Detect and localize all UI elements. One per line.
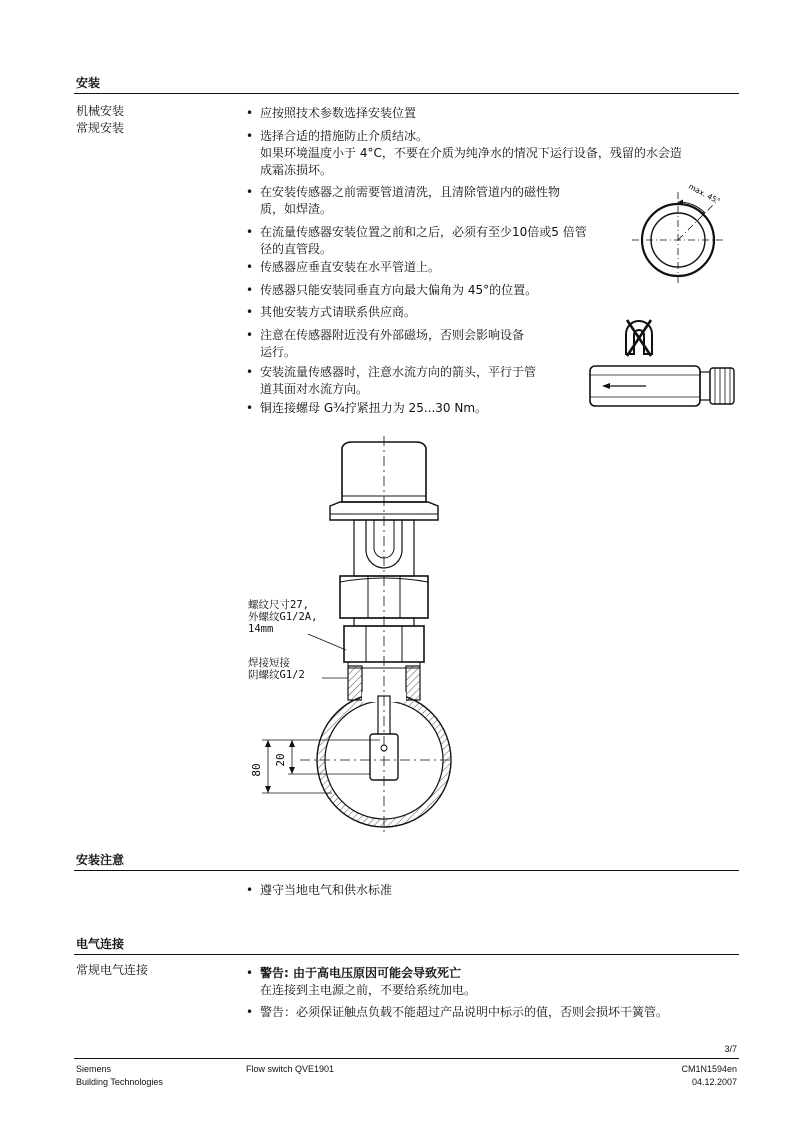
side-label-general: 常规安装 xyxy=(76,121,125,135)
bullet-text-line: 在流量传感器安装位置之前和之后，必须有至少10倍或5 倍管 xyxy=(260,225,587,239)
bullet-dot: • xyxy=(246,129,254,143)
dim-arrow xyxy=(265,740,271,747)
section-title-notes: 安装注意 xyxy=(76,853,125,867)
dim-arrow xyxy=(289,767,295,774)
bullet-dot: • xyxy=(246,283,254,297)
company-division: Building Technologies xyxy=(76,1077,163,1087)
leader-nut xyxy=(308,634,346,650)
warning-text: 在连接到主电源之前，不要给系统加电。 xyxy=(260,983,477,997)
footer-divider xyxy=(74,1058,739,1059)
weld-label xyxy=(248,657,305,681)
weld-label-line: 焊接短接 xyxy=(248,657,290,669)
warning-title: 警告: 由于高电压原因可能会导致死亡 xyxy=(260,966,461,980)
bullet-text-line: 道其面对水流方向。 xyxy=(260,382,369,396)
weld-label-line: 阴螺纹G1/2 xyxy=(248,669,305,681)
bullet-text-line: 安装流量传感器时，注意水流方向的箭头，平行于管 xyxy=(260,365,537,379)
sensor-collar xyxy=(700,372,710,400)
bullet-dot: • xyxy=(246,1005,254,1019)
weld-socket-left xyxy=(348,666,362,700)
footer-docinfo xyxy=(681,1063,737,1089)
weld-socket-right xyxy=(406,666,420,700)
section-divider xyxy=(74,93,739,94)
company-name: Siemens xyxy=(76,1064,112,1074)
section-divider xyxy=(74,870,739,871)
dim-arrow xyxy=(265,786,271,793)
bullet-dot: • xyxy=(246,305,254,319)
bullet-text-line: 如果环境温度小于 4°C，不要在介质为纯净水的情况下运行设备，残留的水会造 xyxy=(260,146,682,160)
document-id: CM1N1594en xyxy=(681,1064,737,1074)
bullet-dot: • xyxy=(246,328,254,342)
nut-label xyxy=(248,599,317,635)
caution-text: 警告：必须保证触点负载不能超过产品说明中标示的值，否则会损坏干簧管。 xyxy=(260,1005,669,1019)
bullet-text: 遵守当地电气和供水标准 xyxy=(260,883,393,897)
bullet-text-line: 铜连接螺母 G¾拧紧扭力为 25...30 Nm。 xyxy=(260,401,488,415)
side-label-mechanical: 机械安装 xyxy=(76,104,125,118)
bullet-text-line: 质，如焊渣。 xyxy=(260,202,333,216)
nut-label-line: 14mm xyxy=(248,623,274,635)
bullet-dot: • xyxy=(246,260,254,274)
bullet-text-line: 径的直管段。 xyxy=(260,242,333,256)
bullet-dot: • xyxy=(246,401,254,415)
dimension-80-label: 80 xyxy=(250,763,263,777)
magnet-warning-diagram xyxy=(618,314,660,360)
bullet-text-line: 传感器应垂直安装在水平管道上。 xyxy=(260,260,441,274)
installation-drawing xyxy=(240,436,460,836)
bullet-text-line: 其他安装方式请联系供应商。 xyxy=(260,305,417,319)
document-date: 04.12.2007 xyxy=(691,1077,737,1087)
bullet-dot: • xyxy=(246,225,254,239)
cable-gland xyxy=(710,368,734,404)
page-number: 3/7 xyxy=(724,1044,737,1054)
nut-label-line: 外螺纹G1/2A, xyxy=(248,611,318,623)
mounting-angle-diagram xyxy=(628,176,738,286)
angle-label: max. 45° xyxy=(687,181,722,206)
flow-arrow-icon xyxy=(602,383,610,389)
section-divider xyxy=(74,954,739,955)
bullet-dot: • xyxy=(246,365,254,379)
section-title-installation: 安装 xyxy=(76,76,101,90)
bullet-dot: • xyxy=(246,966,254,980)
bullet-dot: • xyxy=(246,883,254,897)
side-label-electrical: 常规电气连接 xyxy=(76,963,149,977)
bullet-text-line: 传感器只能安装同垂直方向最大偏角为 45°的位置。 xyxy=(260,283,538,297)
footer-product: Flow switch QVE1901 xyxy=(246,1064,335,1074)
dimension-20-label: 20 xyxy=(274,753,287,767)
bullet-text-line: 成霜冻损坏。 xyxy=(260,163,333,177)
flow-direction-diagram xyxy=(588,360,738,412)
section-title-electrical: 电气连接 xyxy=(76,937,125,951)
bullet-text-line: 选择合适的措施防止介质结冰。 xyxy=(260,129,429,143)
footer-company xyxy=(76,1063,163,1089)
bullet-text-line: 运行。 xyxy=(260,345,297,359)
bullet-text-line: 应按照技术参数选择安装位置 xyxy=(260,106,417,120)
bullet-text-line: 注意在传感器附近没有外部磁场，否则会影响设备 xyxy=(260,328,525,342)
bullet-dot: • xyxy=(246,106,254,120)
dim-arrow xyxy=(289,740,295,747)
nut-label-line: 螺纹尺寸27, xyxy=(248,599,309,611)
bullet-dot: • xyxy=(246,185,254,199)
bullet-text-line: 在安装传感器之前需要管道清洗，且清除管道内的磁性物 xyxy=(260,185,561,199)
